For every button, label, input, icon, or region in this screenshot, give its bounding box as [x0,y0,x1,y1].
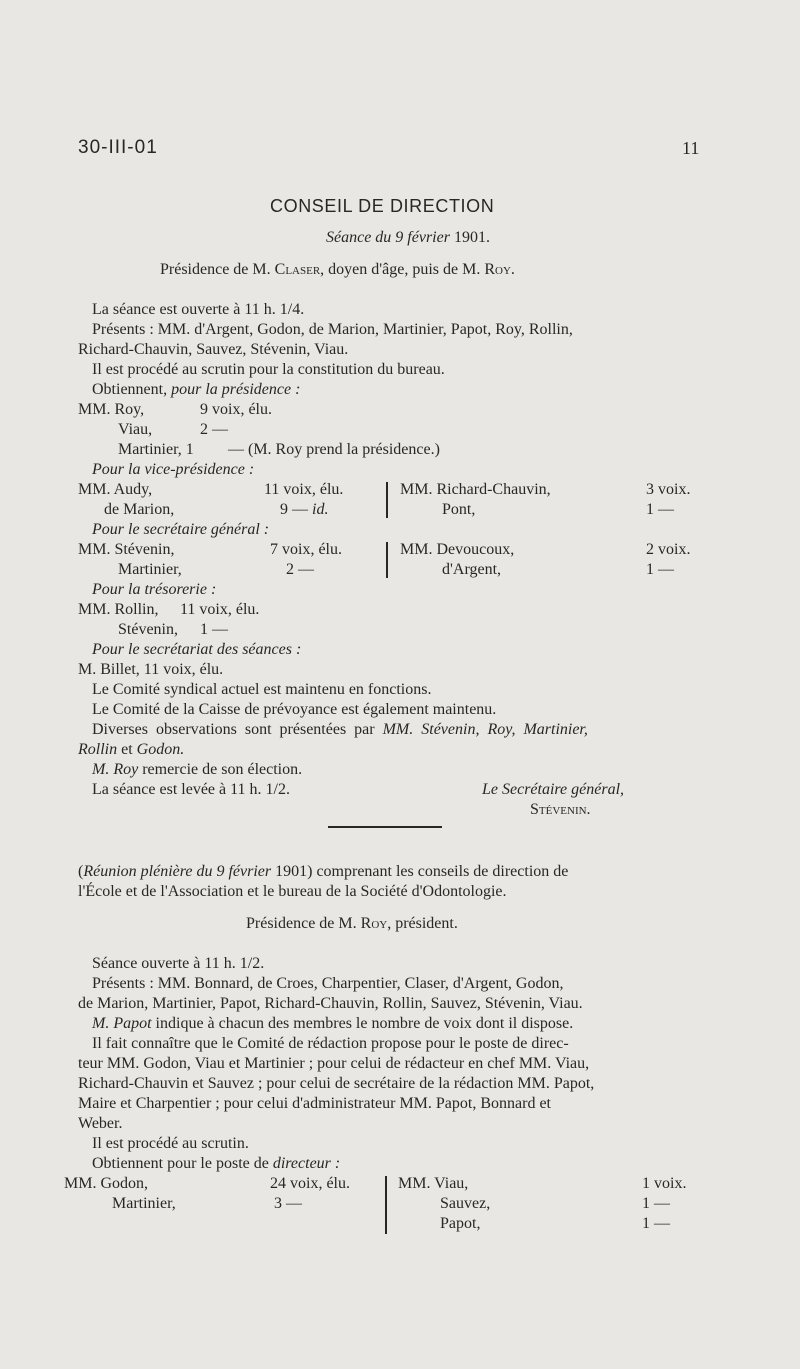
comite-redaction-2: teur MM. Godon, Viau et Martinier ; pour celui de rédacteur en chef MM. Viau, [78,1055,590,1072]
observations-rollin: Rollin [78,741,118,758]
subtitle-date: Séance du 9 février [326,229,450,246]
column-divider-vice [386,482,388,518]
signature-name: Stévenin. [530,801,591,818]
president-name-claser: Claser [274,261,321,278]
plenary-presents-1: Présents : MM. Bonnard, de Croes, Charpentier, Claser, d'Argent, Godon, [92,975,564,992]
papot-line [92,1014,573,1034]
dir-godon-count: 24 voix, élu. [270,1175,350,1192]
vice-marion-count [280,500,328,520]
plenary-intro-line-2: l'École et de l'Association et le bureau de la Société d'Odontologie. [78,883,507,900]
vice-audy-name: MM. Audy, [78,481,153,498]
column-divider-directeur [385,1176,387,1234]
presidency-text-2: , doyen d'âge, puis de M. [320,261,485,278]
presidency-text: Présidence de M. [160,261,275,278]
plenary-presidency-text: Présidence de M. [246,915,361,932]
dir-godon-name: MM. Godon, [64,1175,149,1192]
secr-stevenin-count: 7 voix, élu. [270,541,342,558]
remercie-line [92,760,302,780]
section-title: CONSEIL DE DIRECTION [270,196,495,216]
vice-marion-idem: id. [312,501,329,518]
plenary-opening: Séance ouverte à 11 h. 1/2. [92,955,265,972]
observations-godon: Godon. [136,741,185,758]
dir-papot-name: Papot, [440,1215,481,1232]
president-name-roy: Roy [484,261,511,278]
plenary-obtiennent-text: Obtiennent pour le poste de [92,1155,273,1172]
plenary-intro-year: 1901) [275,863,313,880]
vote-roy-name: MM. Roy, [78,401,145,418]
pour-secretariat-heading: Pour le secrétariat des séances : [92,641,302,658]
dir-martinier-name: Martinier, [112,1195,176,1212]
observations-et: et [117,741,137,758]
plenary-intro-text: comprenant les conseils de direction de [312,863,569,880]
comite-redaction-5: Weber. [78,1115,123,1132]
pour-vice-heading: Pour la vice-présidence : [92,461,255,478]
directeur-heading: directeur : [272,1155,341,1172]
vote-viau-count: 2 — [200,421,228,438]
column-divider-secretaire [386,542,388,578]
levee-line: La séance est levée à 11 h. 1/2. [92,781,290,798]
comite-caisse-line: Le Comité de la Caisse de prévoyance est également maintenu. [92,701,497,718]
subtitle-year: 1901. [453,229,490,246]
obtiennent-text: Obtiennent, [92,381,172,398]
tres-rollin-name: MM. Rollin, [78,601,159,618]
remercie-text: remercie de son élection. [138,761,303,778]
signature-title: Le Secrétaire général, [482,781,625,798]
secr-stevenin-name: MM. Stévenin, [78,541,175,558]
vice-marion-name: de Marion, [104,501,175,518]
plenary-presents-2: de Marion, Martinier, Papot, Richard-Chauvin, Rollin, Sauvez, Stévenin, Viau. [78,995,583,1012]
vice-richard-name: MM. Richard-Chauvin, [400,481,551,498]
secr-devoucoux-count: 2 voix. [646,541,691,558]
running-header-left: 30-III-01 [78,137,158,158]
observations-line-1 [92,720,588,740]
dir-martinier-count: 3 — [274,1195,302,1212]
dir-sauvez-count: 1 — [642,1195,670,1212]
vice-pont-name: Pont, [442,501,476,518]
papot-name: M. Papot [92,1015,152,1032]
vice-audy-count: 11 voix, élu. [264,481,344,498]
vice-richard-count: 3 voix. [646,481,691,498]
plenary-scrutin: Il est procédé au scrutin. [92,1135,249,1152]
tres-stevenin-count: 1 — [200,621,228,638]
pour-tresorerie-heading: Pour la trésorerie : [92,581,217,598]
presents-line-1: Présents : MM. d'Argent, Godon, de Marion, Martinier, Papot, Roy, Rollin, [92,321,573,338]
secr-martinier-count: 2 — [286,561,314,578]
dir-viau-name: MM. Viau, [398,1175,469,1192]
vice-pont-count: 1 — [646,501,674,518]
observations-line-2 [78,740,184,760]
presidency-period: . [510,261,515,278]
section-divider [328,826,442,828]
tres-stevenin-name: Stévenin, [118,621,178,638]
plenary-presidency [246,914,458,934]
comite-redaction-1: Il fait connaître que le Comité de rédaction propose pour le poste de direc- [92,1035,569,1052]
papot-text: indique à chacun des membres le nombre de voix dont il dispose. [151,1015,574,1032]
pour-secretaire-heading: Pour le secrétaire général : [92,521,270,538]
plenary-presidency-suffix: , président. [387,915,458,932]
section-subtitle [326,228,490,248]
tres-rollin-count: 11 voix, élu. [180,601,260,618]
vote-roy-count: 9 voix, élu. [200,401,272,418]
comite-redaction-3: Richard-Chauvin et Sauvez ; pour celui de secrétaire de la rédaction MM. Papot, [78,1075,595,1092]
vote-viau-name: Viau, [118,421,153,438]
comite-redaction-4: Maire et Charpentier ; pour celui d'administrateur MM. Papot, Bonnard et [78,1095,551,1112]
opening-line: La séance est ouverte à 11 h. 1/4. [92,301,305,318]
comite-syndical-line: Le Comité syndical actuel est maintenu en fonctions. [92,681,432,698]
vice-marion-votes: 9 — [280,501,308,518]
obtiennent-line [92,380,300,400]
presidency-line [160,260,515,280]
scrutin-line: Il est procédé au scrutin pour la constitution du bureau. [92,361,445,378]
observations-names: MM. Stévenin, Roy, Martinier, [382,721,588,738]
observations-text: Diverses observations sont présentées par [92,721,383,738]
vote-martinier-name: Martinier, 1 [118,441,194,458]
dir-sauvez-name: Sauvez, [440,1195,491,1212]
secretariat-line: M. Billet, 11 voix, élu. [78,661,224,678]
plenary-obtiennent [92,1154,340,1174]
remercie-name: M. Roy [92,761,139,778]
dir-viau-count: 1 voix. [642,1175,687,1192]
secr-martinier-name: Martinier, [118,561,182,578]
pour-presidence-heading: pour la présidence : [171,381,301,398]
dir-papot-count: 1 — [642,1215,670,1232]
secr-dargent-count: 1 — [646,561,674,578]
vote-martinier-count: — (M. Roy prend la présidence.) [228,441,440,458]
plenary-intro-line-1 [78,862,568,882]
secr-dargent-name: d'Argent, [442,561,502,578]
plenary-intro-date: Réunion plénière du 9 février [83,863,272,880]
paren-open: ( [78,863,84,880]
secr-devoucoux-name: MM. Devoucoux, [400,541,515,558]
plenary-president-roy: Roy [360,915,388,932]
page-number: 11 [682,138,700,158]
presents-line-2: Richard-Chauvin, Sauvez, Stévenin, Viau. [78,341,349,358]
